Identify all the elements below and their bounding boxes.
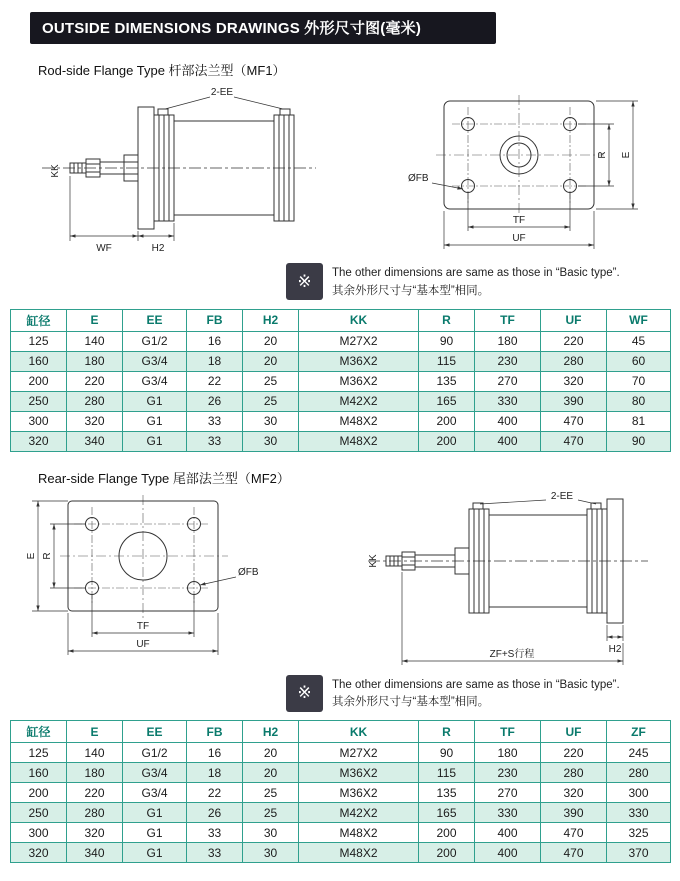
dim-label-tf: TF: [136, 620, 150, 632]
table-cell: G1: [123, 823, 187, 843]
table-row: [11, 411, 671, 431]
note-text: [332, 675, 620, 713]
table-cell: 400: [475, 843, 541, 863]
dim-label-kk: KK: [50, 164, 61, 178]
table-cell: M48X2: [299, 411, 419, 431]
table-cell: 25: [243, 391, 299, 411]
table-row: [11, 783, 671, 803]
table-cell: 470: [541, 431, 607, 451]
dim-label-2ee: 2-EE: [550, 490, 574, 502]
column-header: FB: [187, 309, 243, 331]
dim-label-e: E: [621, 151, 632, 159]
table-cell: 300: [607, 783, 671, 803]
table-cell: 25: [243, 803, 299, 823]
table-cell: 320: [11, 843, 67, 863]
table-cell: 70: [607, 371, 671, 391]
table-cell: 115: [419, 351, 475, 371]
table-cell: G3/4: [123, 783, 187, 803]
table-cell: 30: [243, 411, 299, 431]
table-cell: 390: [541, 391, 607, 411]
table-cell: 230: [475, 351, 541, 371]
table-cell: 270: [475, 371, 541, 391]
table-cell: 135: [419, 371, 475, 391]
table-row: [11, 331, 671, 351]
table-cell: 22: [187, 371, 243, 391]
table-cell: 18: [187, 351, 243, 371]
table-cell: G1/2: [123, 331, 187, 351]
table-cell: 330: [607, 803, 671, 823]
center-dash-lines: [60, 495, 228, 619]
table-cell: G3/4: [123, 763, 187, 783]
table-row: [11, 351, 671, 371]
table-cell: 33: [187, 431, 243, 451]
table-cell: 200: [419, 431, 475, 451]
table-cell: G1: [123, 411, 187, 431]
table-cell: 340: [67, 843, 123, 863]
page-title: OUTSIDE DIMENSIONS DRAWINGS 外形尺寸图(毫米): [30, 12, 496, 44]
table-cell: 60: [607, 351, 671, 371]
table-cell: 20: [243, 351, 299, 371]
table-cell: 400: [475, 411, 541, 431]
note-reference-icon: ※: [286, 263, 323, 300]
column-header: E: [67, 721, 123, 743]
column-header: E: [67, 309, 123, 331]
column-header: KK: [299, 309, 419, 331]
table-cell: 16: [187, 331, 243, 351]
table-cell: 280: [67, 391, 123, 411]
table-cell: M42X2: [299, 803, 419, 823]
column-header: R: [419, 309, 475, 331]
mf1-subtitle: Rod-side Flange Type 杆部法兰型（MF1）: [38, 63, 286, 78]
table-cell: 26: [187, 391, 243, 411]
note-line-cn: 其余外形尺寸与“基本型”相同。: [332, 284, 490, 297]
column-header: H2: [243, 721, 299, 743]
table-cell: 90: [419, 331, 475, 351]
table-cell: 140: [67, 331, 123, 351]
table-cell: 20: [243, 763, 299, 783]
dim-label-2ee: 2-EE: [210, 87, 234, 98]
mf1-note: [286, 263, 656, 301]
dim-label-e: E: [26, 552, 37, 559]
dim-label-fb: ØFB: [408, 173, 429, 184]
column-header: UF: [541, 309, 607, 331]
head-side-cap: [274, 109, 294, 221]
table-cell: 20: [243, 331, 299, 351]
table-cell: 165: [419, 803, 475, 823]
table-cell: 33: [187, 823, 243, 843]
head-side-cap: [587, 503, 607, 613]
table-cell: 25: [243, 371, 299, 391]
note-text: [332, 263, 620, 301]
table-row: [11, 391, 671, 411]
table-cell: 320: [67, 411, 123, 431]
dim-label-zf-stroke: ZF+S行程: [489, 648, 535, 660]
port-head-side: [280, 109, 290, 115]
table-cell: 45: [607, 331, 671, 351]
table-cell: 180: [67, 351, 123, 371]
table-cell: 200: [11, 783, 67, 803]
port-leader-lines: [165, 97, 283, 109]
table-cell: G3/4: [123, 351, 187, 371]
rod-side-cap: [154, 109, 174, 221]
dim-label-uf: UF: [512, 233, 526, 244]
column-header: R: [419, 721, 475, 743]
table-cell: 115: [419, 763, 475, 783]
column-header: H2: [243, 309, 299, 331]
table-cell: G3/4: [123, 371, 187, 391]
column-header: EE: [123, 721, 187, 743]
table-cell: 90: [419, 743, 475, 763]
table-cell: 280: [67, 803, 123, 823]
table-cell: 220: [541, 331, 607, 351]
table-cell: M36X2: [299, 371, 419, 391]
table-cell: 16: [187, 743, 243, 763]
table-cell: 280: [607, 763, 671, 783]
table-cell: 330: [475, 803, 541, 823]
dimension-lines: [70, 176, 174, 241]
table-cell: 300: [11, 411, 67, 431]
note-reference-icon: ※: [286, 675, 323, 712]
table-cell: 280: [541, 351, 607, 371]
table-cell: 220: [67, 783, 123, 803]
table-cell: M36X2: [299, 351, 419, 371]
section-mf1: [10, 60, 670, 452]
table-cell: 330: [475, 391, 541, 411]
mf2-table-head: [11, 721, 671, 743]
mf1-flange-front-view-drawing: [406, 93, 656, 259]
table-cell: 200: [11, 371, 67, 391]
table-cell: 220: [541, 743, 607, 763]
table-cell: 125: [11, 743, 67, 763]
table-cell: 180: [475, 331, 541, 351]
table-row: [11, 431, 671, 451]
table-cell: 300: [11, 823, 67, 843]
column-header: UF: [541, 721, 607, 743]
table-cell: 230: [475, 763, 541, 783]
table-cell: 30: [243, 431, 299, 451]
table-cell: 270: [475, 783, 541, 803]
table-row: [11, 823, 671, 843]
mf1-table-head: [11, 309, 671, 331]
dim-label-h2: H2: [151, 243, 165, 254]
mf1-drawings: [24, 81, 656, 259]
table-cell: 370: [607, 843, 671, 863]
column-header: KK: [299, 721, 419, 743]
dimension-lines: [432, 101, 638, 249]
table-cell: 200: [419, 823, 475, 843]
table-cell: 340: [67, 431, 123, 451]
column-header: WF: [607, 309, 671, 331]
table-cell: 140: [67, 743, 123, 763]
table-cell: M36X2: [299, 783, 419, 803]
table-cell: 81: [607, 411, 671, 431]
table-cell: 33: [187, 843, 243, 863]
table-cell: M27X2: [299, 331, 419, 351]
column-header: 缸径: [11, 721, 67, 743]
table-cell: G1: [123, 803, 187, 823]
table-cell: 320: [11, 431, 67, 451]
mf2-drawings: [24, 489, 656, 671]
note-line-cn: 其余外形尺寸与“基本型”相同。: [332, 696, 490, 709]
table-cell: 18: [187, 763, 243, 783]
dim-label-fb: ØFB: [238, 566, 259, 578]
table-cell: G1/2: [123, 743, 187, 763]
table-cell: 320: [541, 783, 607, 803]
table-cell: 20: [243, 743, 299, 763]
table-cell: 245: [607, 743, 671, 763]
table-cell: 22: [187, 783, 243, 803]
note-line-en: The other dimensions are same as those in “Basic type”.: [332, 267, 620, 279]
mf2-note: [286, 675, 656, 713]
table-cell: M42X2: [299, 391, 419, 411]
rod-side-cap: [469, 503, 489, 613]
table-cell: 125: [11, 331, 67, 351]
table-cell: 400: [475, 431, 541, 451]
mf2-dimensions-table: [10, 720, 671, 863]
table-cell: 200: [419, 843, 475, 863]
note-line-en: The other dimensions are same as those in “Basic type”.: [332, 678, 620, 691]
table-header-row: [11, 309, 671, 331]
table-cell: G1: [123, 391, 187, 411]
dim-label-tf: TF: [512, 215, 526, 226]
table-cell: 180: [475, 743, 541, 763]
section-mf2: [10, 468, 670, 864]
table-cell: 160: [11, 763, 67, 783]
column-header: FB: [187, 721, 243, 743]
dim-label-uf: UF: [136, 638, 150, 650]
table-cell: G1: [123, 431, 187, 451]
table-row: [11, 843, 671, 863]
table-cell: 200: [419, 411, 475, 431]
mf2-table-body: [11, 743, 671, 863]
column-header: 缸径: [11, 309, 67, 331]
mf1-side-view-drawing: [24, 83, 324, 255]
table-cell: 165: [419, 391, 475, 411]
table-cell: 220: [67, 371, 123, 391]
table-cell: 320: [67, 823, 123, 843]
dim-label-h2: H2: [608, 643, 622, 655]
dim-label-wf: WF: [96, 243, 112, 254]
column-header: ZF: [607, 721, 671, 743]
table-cell: 26: [187, 803, 243, 823]
table-row: [11, 763, 671, 783]
port-rod-side: [158, 109, 168, 115]
table-cell: 30: [243, 843, 299, 863]
mf2-subtitle: Rear-side Flange Type 尾部法兰型（MF2）: [38, 470, 290, 486]
table-row: [11, 371, 671, 391]
table-cell: 250: [11, 391, 67, 411]
port-leader-lines: [480, 500, 596, 504]
table-cell: 280: [541, 763, 607, 783]
column-header: TF: [475, 309, 541, 331]
table-cell: 135: [419, 783, 475, 803]
table-cell: 80: [607, 391, 671, 411]
mf2-side-view-drawing: [356, 489, 656, 671]
mf1-dimensions-table: [10, 309, 671, 452]
table-cell: 320: [541, 371, 607, 391]
table-cell: 470: [541, 843, 607, 863]
table-header-row: [11, 721, 671, 743]
table-cell: 470: [541, 823, 607, 843]
dim-label-r: R: [42, 552, 53, 560]
table-row: [11, 743, 671, 763]
table-cell: 325: [607, 823, 671, 843]
table-cell: 400: [475, 823, 541, 843]
table-cell: 390: [541, 803, 607, 823]
dim-label-r: R: [597, 151, 608, 159]
column-header: EE: [123, 309, 187, 331]
table-cell: M48X2: [299, 431, 419, 451]
mf1-table-body: [11, 331, 671, 451]
table-cell: M27X2: [299, 743, 419, 763]
table-cell: 160: [11, 351, 67, 371]
table-cell: 25: [243, 783, 299, 803]
table-cell: 30: [243, 823, 299, 843]
table-cell: M48X2: [299, 823, 419, 843]
table-row: [11, 803, 671, 823]
table-cell: 180: [67, 763, 123, 783]
column-header: TF: [475, 721, 541, 743]
table-cell: G1: [123, 843, 187, 863]
mf2-flange-front-view-drawing: [24, 491, 274, 667]
table-cell: 33: [187, 411, 243, 431]
table-cell: 250: [11, 803, 67, 823]
dim-label-kk: KK: [368, 553, 379, 568]
center-dash-lines: [436, 95, 604, 217]
table-cell: 90: [607, 431, 671, 451]
table-cell: M36X2: [299, 763, 419, 783]
table-cell: M48X2: [299, 843, 419, 863]
table-cell: 470: [541, 411, 607, 431]
